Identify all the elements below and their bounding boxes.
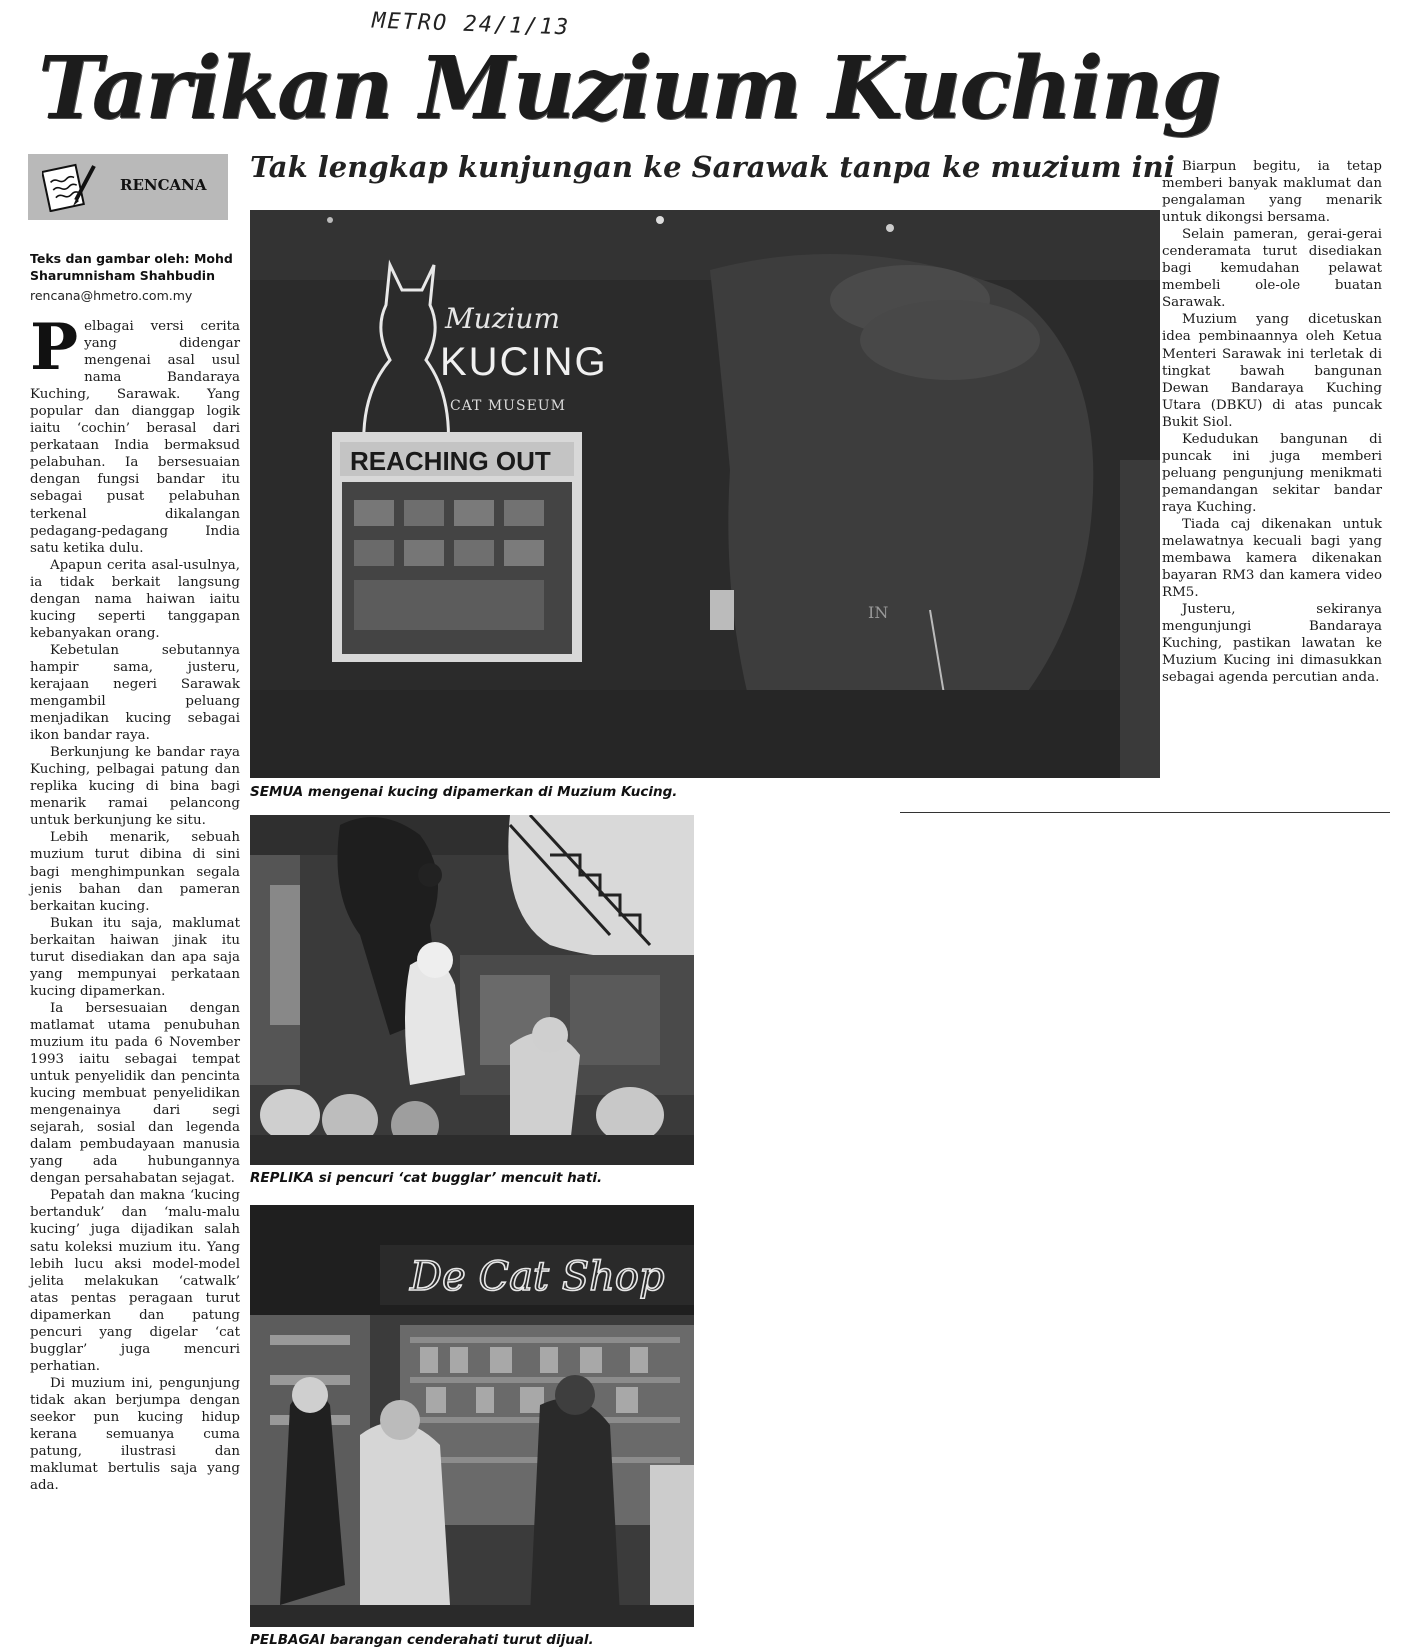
author-email: rencana@hmetro.com.my bbox=[30, 288, 193, 303]
photo-caption: SEMUA mengenai kucing dipamerkan di Muzium Kucing. bbox=[250, 784, 678, 800]
article-left-column bbox=[30, 310, 240, 1494]
article-paragraph: Pepatah dan makna ‘kucing bertanduk’ dan ‘malu-malu kucing’ juga dijadikan salah satu koleksi muzium itu. Yang lebih lucu aksi model-model jelita melakukan ‘catwalk’ atas pentas peragaan turut dipamerkan dan patung pencuri yang digelar ‘cat bugglar’ juga mencuri perhatian. bbox=[30, 1188, 240, 1374]
door-label: IN bbox=[868, 603, 889, 622]
handwritten-date-note: METRO 24/1/13 bbox=[371, 8, 571, 41]
article-paragraph: Selain pameran, gerai-gerai cenderamata turut disediakan bagi kemudahan pelawat membeli ole-ole buatan Sarawak. bbox=[1162, 227, 1382, 311]
article-paragraph: Ia bersesuaian dengan matlamat utama penubuhan muzium itu pada 6 November 1993 iaitu sebagai tempat untuk penyelidik dan pencinta kucing membuat penyelidikan mengenainya dari segi sejarah, sosial dan legenda dalam pembudayaan manusia yang ada hubungannya dengan persahabatan sejagat. bbox=[30, 1000, 240, 1187]
shop-sign: De Cat Shop bbox=[410, 1254, 665, 1300]
sign-main: KUCING bbox=[440, 340, 608, 384]
article-right-column bbox=[1162, 158, 1382, 686]
photo-cat-burglar bbox=[250, 815, 694, 1165]
exhibit-board-title: REACHING OUT bbox=[350, 446, 551, 476]
sign-script: Muzium bbox=[445, 302, 560, 335]
byline: Teks dan gambar oleh: Mohd Sharumnisham Shahbudin bbox=[30, 251, 233, 283]
article-paragraph: Justeru, sekiranya mengunjungi Bandaraya Kuching, pastikan lawatan ke Muzium Kucing ini dimasukkan sebagai agenda percutian anda. bbox=[1162, 602, 1382, 686]
article-paragraph: Lebih menarik, sebuah muzium turut dibina di sini bagi menghimpunkan segala jenis bahan dan pameran berkaitan kucing. bbox=[30, 830, 240, 914]
column-end-rule bbox=[900, 812, 1390, 813]
sign-sub: CAT MUSEUM bbox=[450, 398, 566, 414]
photo-souvenir-shop bbox=[250, 1205, 694, 1627]
notepad-pencil-icon bbox=[42, 160, 96, 212]
article-paragraph: Berkunjung ke bandar raya Kuching, pelbagai patung dan replika kucing di bina bagi menarik ramai pelancong untuk berkunjung ke situ. bbox=[30, 745, 240, 829]
article-paragraph: Apapun cerita asal-usulnya, ia tidak berkait langsung dengan nama haiwan iaitu kucing seperti tanggapan kebanyakan orang. bbox=[30, 557, 240, 641]
photo-caption: REPLIKA si pencuri ‘cat bugglar’ mencuit hati. bbox=[250, 1170, 603, 1186]
headline: Tarikan Muzium Kuching bbox=[38, 38, 1220, 139]
article-paragraph: Pelbagai versi cerita yang didengar mengenai asal usul nama Bandaraya Kuching, Sarawak. Yang popular dan dianggap logik iaitu ‘cochin’ berasal dari perkataan India bermaksud pelabuhan. Ia bersesuaian dengan fungsi bandar itu sebagai pusat pelabuhan terkenal dikalangan pedagang-pedagang India satu ketika dulu. bbox=[30, 310, 240, 556]
photo-museum-entrance bbox=[250, 210, 1160, 778]
article-paragraph: Di muzium ini, pengunjung tidak akan berjumpa dengan seekor pun kucing hidup kerana semuanya cuma patung, ilustrasi dan maklumat bertulis saja yang ada. bbox=[30, 1375, 240, 1494]
article-paragraph: Biarpun begitu, ia tetap memberi banyak maklumat dan pengalaman yang menarik untuk dikongsi bersama. bbox=[1162, 159, 1382, 226]
rubric-label: RENCANA bbox=[120, 176, 207, 194]
article-paragraph: Kebetulan sebutannya hampir sama, justeru, kerajaan negeri Sarawak mengambil peluang menjadikan kucing sebagai ikon bandar raya. bbox=[30, 642, 240, 744]
article-paragraph: Tiada caj dikenakan untuk melawatnya kecuali bagi yang membawa kamera dikenakan bayaran RM3 dan kamera video RM5. bbox=[1162, 516, 1382, 601]
dropcap: P bbox=[30, 310, 79, 385]
article-paragraph: Muzium yang dicetuskan idea pembinaannya oleh Ketua Menteri Sarawak ini terletak di tingkat bawah bangunan Dewan Bandaraya Kuching Utara (DBKU) di atas puncak Bukit Siol. bbox=[1162, 312, 1382, 430]
subheadline: Tak lengkap kunjungan ke Sarawak tanpa ke muzium ini bbox=[250, 150, 1175, 184]
article-paragraph: Kedudukan bangunan di puncak ini juga memberi peluang pengunjung menikmati pemandangan sekitar bandar raya Kuching. bbox=[1162, 431, 1382, 515]
photo-caption: PELBAGAI barangan cenderahati turut dijual. bbox=[250, 1632, 594, 1648]
article-paragraph: Bukan itu saja, maklumat berkaitan haiwan jinak itu turut disediakan dan apa saja yang mempunyai perkataan kucing dipamerkan. bbox=[30, 915, 240, 999]
